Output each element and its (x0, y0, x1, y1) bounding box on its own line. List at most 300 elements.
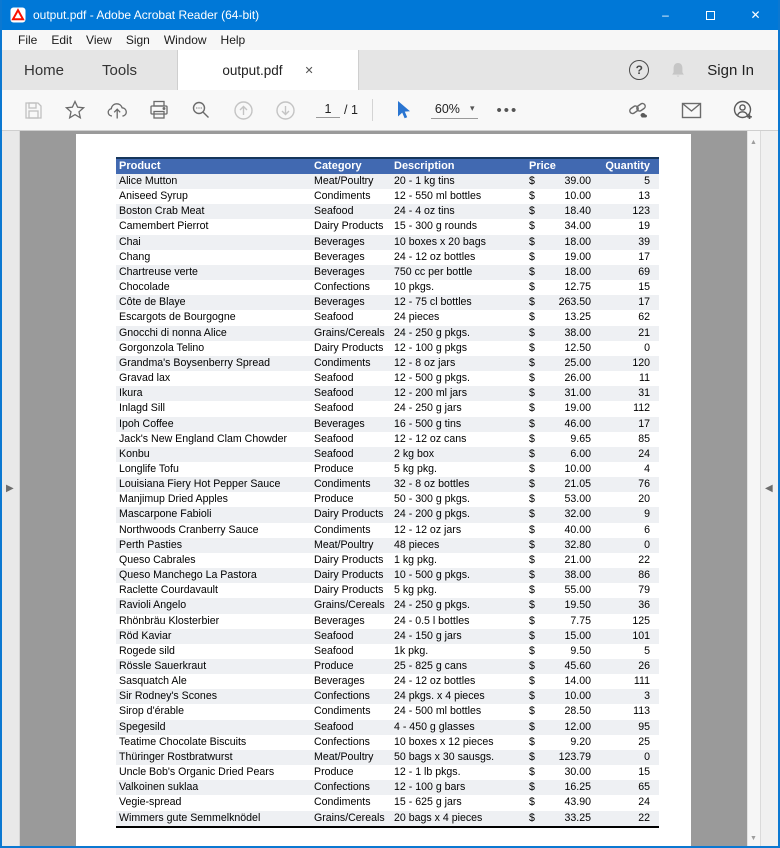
cell-quantity: 24 (638, 447, 650, 460)
cell-product: Ipoh Coffee (119, 417, 174, 430)
cell-description: 12 - 200 ml jars (394, 387, 468, 400)
cell-quantity: 65 (638, 781, 650, 794)
cell-product: Queso Manchego La Pastora (119, 569, 257, 582)
doc-tab-label: output.pdf (222, 62, 283, 78)
table-row (116, 356, 659, 371)
cell-quantity: 0 (644, 750, 650, 763)
cell-quantity: 5 (644, 644, 650, 657)
cell-description: 24 - 250 g pkgs. (394, 326, 470, 339)
cell-category: Produce (314, 493, 354, 506)
cell-product: Gnocchi di nonna Alice (119, 326, 227, 339)
nav-pane-collapsed[interactable] (2, 131, 20, 846)
cell-category: Dairy Products (314, 508, 384, 521)
cell-description: 10 pkgs. (394, 281, 435, 294)
cell-price: $ 12.50 (529, 341, 591, 354)
cell-category: Seafood (314, 372, 354, 385)
cell-category: Produce (314, 660, 354, 672)
page-background (20, 131, 747, 846)
maximize-button[interactable] (688, 0, 733, 30)
table-row (116, 583, 659, 598)
table-row (116, 235, 659, 250)
scroll-up-icon[interactable]: ▲ (750, 139, 757, 146)
cell-quantity: 17 (638, 296, 650, 309)
cell-product: Jack's New England Clam Chowder (119, 432, 288, 445)
cell-product: Boston Crab Meat (119, 205, 205, 218)
cell-category: Condiments (314, 190, 371, 203)
close-button[interactable]: ✕ (750, 8, 761, 22)
close-tab-icon[interactable]: ✕ (304, 64, 314, 77)
cell-price: $ 18.00 (529, 235, 591, 248)
cell-product: Camembert Pierrot (119, 220, 209, 233)
cell-description: 16 - 500 g tins (394, 417, 462, 430)
table-row (116, 614, 659, 629)
cell-product: Chocolade (119, 281, 170, 294)
table-row (116, 735, 659, 750)
table-row (116, 204, 659, 219)
cell-quantity: 5 (644, 175, 650, 187)
column-header-product: Product (119, 160, 161, 172)
table-row (116, 219, 659, 234)
cell-quantity: 113 (633, 705, 650, 718)
page-total-label: / 1 (344, 103, 358, 117)
cell-price: $ 6.00 (529, 447, 591, 460)
cell-quantity: 19 (638, 220, 650, 233)
cell-description: 12 - 1 lb pkgs. (394, 766, 461, 779)
cell-category: Seafood (314, 447, 354, 460)
cell-category: Beverages (314, 235, 365, 248)
cell-description: 12 - 500 g pkgs. (394, 372, 470, 385)
cell-product: Côte de Blaye (119, 296, 186, 309)
cell-product: Manjimup Dried Apples (119, 493, 228, 506)
cell-product: Ikura (119, 387, 143, 400)
cell-description: 5 kg pkg. (394, 462, 437, 475)
cell-quantity: 85 (638, 432, 650, 445)
menu-item-sign[interactable]: Sign (125, 33, 150, 47)
cell-price: $ 28.50 (529, 705, 591, 718)
notifications-bell-icon[interactable] (669, 61, 687, 80)
table-row (116, 310, 659, 325)
cell-quantity: 4 (644, 462, 650, 475)
sign-in-button[interactable]: Sign In (707, 61, 754, 79)
cell-description: 1 kg pkg. (394, 553, 437, 566)
zoom-control[interactable] (431, 102, 479, 119)
cell-quantity: 17 (638, 417, 650, 430)
cell-price: $ 26.00 (529, 372, 591, 385)
cloud-upload-icon[interactable] (102, 95, 132, 125)
toolbar-separator (372, 99, 373, 121)
column-header-quantity: Quantity (605, 160, 650, 172)
cell-quantity: 79 (638, 584, 650, 597)
table-row (116, 750, 659, 765)
tools-pane-expand-icon[interactable]: ◀ (765, 483, 773, 494)
cell-quantity: 22 (638, 553, 650, 566)
cell-price: $ 30.00 (529, 766, 591, 779)
cell-description: 15 - 625 g jars (394, 796, 462, 809)
table-body (116, 174, 659, 826)
cell-quantity: 69 (638, 265, 650, 278)
table-row (116, 795, 659, 810)
cell-description: 4 - 450 g glasses (394, 720, 475, 733)
cell-price: $ 16.25 (529, 781, 591, 794)
cell-price: $ 53.00 (529, 493, 591, 506)
cell-category: Grains/Cereals (314, 599, 385, 612)
chevron-down-icon: ▾ (469, 103, 475, 113)
cell-quantity: 39 (638, 235, 650, 248)
table-row (116, 462, 659, 477)
cell-category: Condiments (314, 705, 371, 718)
table-row (116, 629, 659, 644)
cell-description: 1k pkg. (394, 644, 429, 657)
cell-price: $ 55.00 (529, 584, 591, 597)
cell-product: Mascarpone Fabioli (119, 508, 212, 521)
cell-price: $ 39.00 (529, 175, 591, 187)
cell-description: 25 - 825 g cans (394, 660, 468, 672)
tab-tools[interactable]: Tools (102, 61, 138, 79)
cell-product: Rhönbräu Klosterbier (119, 614, 220, 627)
column-header-description: Description (394, 160, 455, 172)
cell-price: $ 10.00 (529, 690, 591, 703)
menu-item-window[interactable]: Window (163, 33, 207, 47)
cell-category: Confections (314, 281, 370, 294)
more-tools-icon[interactable]: ••• (496, 101, 519, 119)
cell-description: 24 - 12 oz bottles (394, 250, 476, 263)
cell-category: Confections (314, 690, 370, 703)
cell-price: $ 9.65 (529, 432, 591, 445)
cell-product: Louisiana Fiery Hot Pepper Sauce (119, 478, 281, 491)
cell-product: Grandma's Boysenberry Spread (119, 356, 270, 369)
cell-quantity: 86 (638, 569, 650, 582)
cell-description: 24 - 4 oz tins (394, 205, 455, 218)
cell-price: $ 32.80 (529, 538, 591, 551)
table-row (116, 341, 659, 356)
table-row (116, 689, 659, 704)
table-row (116, 174, 659, 189)
cell-quantity: 112 (633, 402, 650, 415)
cell-quantity: 24 (638, 796, 650, 809)
cell-quantity: 22 (638, 811, 650, 824)
cell-description: 50 bags x 30 sausgs. (394, 750, 495, 763)
window-title: output.pdf - Adobe Acrobat Reader (64-bit) (33, 8, 260, 22)
cell-category: Produce (314, 462, 354, 475)
cell-price: $ 9.50 (529, 644, 591, 657)
cell-category: Seafood (314, 402, 354, 415)
cell-description: 24 - 250 g jars (394, 402, 462, 415)
cell-product: Konbu (119, 447, 150, 460)
cell-price: $ 46.00 (529, 417, 591, 430)
profile-add-icon[interactable] (728, 95, 758, 125)
cell-category: Dairy Products (314, 569, 384, 582)
cell-quantity: 101 (632, 629, 650, 642)
cell-product: Thüringer Rostbratwurst (119, 750, 233, 763)
cell-category: Seafood (314, 387, 354, 400)
cell-price: $ 263.50 (529, 296, 591, 309)
cell-product: Sir Rodney's Scones (119, 690, 218, 703)
cell-price: $ 40.00 (529, 523, 591, 536)
cell-category: Dairy Products (314, 584, 384, 597)
column-header-category: Category (314, 160, 362, 172)
table-row (116, 386, 659, 401)
cell-quantity: 3 (644, 690, 650, 703)
table-row (116, 371, 659, 386)
cell-description: 12 - 12 oz cans (394, 432, 467, 445)
zoom-level-label: 60% (434, 101, 460, 116)
cell-product: Escargots de Bourgogne (119, 311, 236, 324)
cell-description: 12 - 75 cl bottles (394, 296, 472, 309)
cell-description: 24 pkgs. x 4 pieces (394, 690, 485, 703)
table-header-row (116, 159, 659, 174)
cell-quantity: 26 (638, 660, 650, 672)
cell-price: $ 21.05 (529, 478, 591, 491)
cell-price: $ 33.25 (529, 811, 591, 824)
cell-description: 48 pieces (394, 538, 440, 551)
cell-description: 10 - 500 g pkgs. (394, 569, 470, 582)
cell-product: Gravad lax (119, 372, 171, 385)
tab-document[interactable] (177, 50, 359, 90)
cell-product: Vegie-spread (119, 796, 182, 809)
cell-category: Seafood (314, 629, 354, 642)
cell-price: $ 19.00 (529, 250, 591, 263)
cell-quantity: 62 (638, 311, 650, 324)
cell-price: $ 34.00 (529, 220, 591, 233)
table-row (116, 189, 659, 204)
cell-description: 2 kg box (394, 447, 435, 460)
cell-product: Rössle Sauerkraut (119, 660, 207, 672)
cell-product: Chang (119, 250, 151, 263)
table-row (116, 447, 659, 462)
cell-product: Chartreuse verte (119, 265, 198, 278)
cell-category: Seafood (314, 720, 354, 733)
cell-description: 24 - 0.5 l bottles (394, 614, 470, 627)
table-row (116, 507, 659, 522)
cell-price: $ 12.00 (529, 720, 591, 733)
previous-page-icon[interactable] (228, 95, 258, 125)
cell-category: Seafood (314, 644, 354, 657)
cell-description: 10 boxes x 20 bags (394, 235, 486, 248)
cell-category: Meat/Poultry (314, 175, 374, 187)
cell-product: Sirop d'érable (119, 705, 185, 718)
table-row (116, 477, 659, 492)
cell-category: Condiments (314, 796, 371, 809)
cell-description: 24 - 500 ml bottles (394, 705, 482, 718)
search-icon[interactable] (186, 95, 216, 125)
cell-product: Sasquatch Ale (119, 675, 187, 688)
cell-category: Meat/Poultry (314, 750, 374, 763)
cell-description: 12 - 100 g pkgs (394, 341, 468, 354)
help-icon[interactable]: ? (629, 60, 649, 80)
cell-category: Beverages (314, 296, 365, 309)
table-row (116, 811, 659, 826)
cell-quantity: 11 (639, 372, 650, 385)
table-row (116, 295, 659, 310)
cell-price: $ 43.90 (529, 796, 591, 809)
cell-price: $ 12.75 (529, 281, 591, 294)
cell-quantity: 15 (638, 766, 650, 779)
cell-price: $ 13.25 (529, 311, 591, 324)
cell-product: Gorgonzola Telino (119, 341, 205, 354)
column-header-price: Price (529, 160, 556, 172)
cell-description: 24 - 150 g jars (394, 629, 462, 642)
table-row (116, 704, 659, 719)
table-row (116, 720, 659, 735)
cell-quantity: 13 (638, 190, 650, 203)
cell-product: Northwoods Cranberry Sauce (119, 523, 259, 536)
cell-description: 12 - 12 oz jars (394, 523, 462, 536)
cell-product: Teatime Chocolate Biscuits (119, 735, 247, 748)
cell-description: 24 - 200 g pkgs. (394, 508, 470, 521)
cell-product: Aniseed Syrup (119, 190, 188, 203)
table-row (116, 780, 659, 795)
table-row (116, 250, 659, 265)
title-bar (2, 0, 778, 30)
cell-description: 20 bags x 4 pieces (394, 811, 483, 824)
cell-description: 12 - 550 ml bottles (394, 190, 482, 203)
cell-price: $ 10.00 (529, 190, 591, 203)
cell-category: Beverages (314, 417, 365, 430)
cell-category: Beverages (314, 614, 365, 627)
table-row (116, 659, 659, 674)
cell-category: Condiments (314, 478, 371, 491)
cell-product: Ravioli Angelo (119, 599, 187, 612)
maximize-icon (706, 11, 715, 20)
print-icon[interactable] (144, 95, 174, 125)
cell-product: Valkoinen suklaa (119, 781, 199, 794)
cell-quantity: 20 (638, 493, 650, 506)
cell-price: $ 45.60 (529, 660, 591, 672)
cell-quantity: 125 (632, 614, 650, 627)
tab-bar (2, 50, 778, 90)
cell-product: Alice Mutton (119, 175, 178, 187)
tools-pane-collapsed[interactable] (760, 131, 778, 846)
cell-category: Produce (314, 766, 354, 779)
cell-quantity: 36 (638, 599, 650, 612)
cell-product: Perth Pasties (119, 538, 183, 551)
cell-category: Grains/Cereals (314, 326, 385, 339)
favorite-star-icon[interactable] (60, 95, 90, 125)
tab-home[interactable]: Home (24, 61, 65, 79)
cell-quantity: 0 (644, 341, 650, 354)
cell-product: Chai (119, 235, 141, 248)
cell-product: Spegesild (119, 720, 166, 733)
cell-price: $ 15.00 (529, 629, 591, 642)
cell-quantity: 21 (638, 326, 650, 339)
cell-quantity: 9 (644, 508, 650, 521)
cell-description: 10 boxes x 12 pieces (394, 735, 494, 748)
cell-category: Seafood (314, 205, 354, 218)
cell-product: Röd Kaviar (119, 629, 172, 642)
share-link-icon[interactable] (624, 95, 654, 125)
select-tool-icon[interactable] (387, 95, 417, 125)
vertical-scrollbar[interactable] (747, 131, 760, 846)
cell-category: Condiments (314, 356, 371, 369)
cell-category: Confections (314, 735, 370, 748)
menu-item-edit[interactable]: Edit (51, 33, 73, 47)
cell-price: $ 19.50 (529, 599, 591, 612)
table-row (116, 538, 659, 553)
table-row (116, 553, 659, 568)
cell-description: 12 - 8 oz jars (394, 356, 456, 369)
cell-quantity: 123 (632, 205, 650, 218)
cell-description: 24 pieces (394, 311, 440, 324)
cell-product: Inlagd Sill (119, 402, 165, 415)
document-area (2, 131, 778, 846)
cell-price: $ 38.00 (529, 326, 591, 339)
cell-quantity: 6 (644, 523, 650, 536)
cell-price: $ 14.00 (529, 675, 591, 688)
menu-item-help[interactable]: Help (220, 33, 246, 47)
cell-price: $ 38.00 (529, 569, 591, 582)
cell-price: $ 10.00 (529, 462, 591, 475)
cell-price: $ 19.00 (529, 402, 591, 415)
next-page-icon[interactable] (270, 95, 300, 125)
cell-category: Dairy Products (314, 341, 384, 354)
table-row (116, 568, 659, 583)
save-icon[interactable] (18, 95, 48, 125)
cell-product: Wimmers gute Semmelknödel (119, 811, 261, 824)
cell-price: $ 7.75 (529, 614, 591, 627)
cell-price: $ 21.00 (529, 553, 591, 566)
menu-item-view[interactable]: View (86, 33, 112, 47)
cell-price: $ 9.20 (529, 735, 591, 748)
table-row (116, 401, 659, 416)
table-row (116, 674, 659, 689)
menu-bar (2, 30, 778, 50)
pdf-page (76, 134, 691, 846)
cell-description: 750 cc per bottle (394, 265, 473, 278)
cell-category: Meat/Poultry (314, 538, 374, 551)
cell-description: 24 - 12 oz bottles (394, 675, 476, 688)
table-row (116, 644, 659, 659)
cell-description: 5 kg pkg. (394, 584, 437, 597)
cell-price: $ 123.79 (529, 750, 591, 763)
minimize-button[interactable]: – (662, 8, 669, 22)
cell-quantity: 15 (638, 281, 650, 294)
cell-category: Beverages (314, 250, 365, 263)
nav-pane-expand-icon[interactable]: ▶ (6, 483, 14, 494)
cell-price: $ 18.00 (529, 265, 591, 278)
table-row (116, 765, 659, 780)
page-number-input[interactable]: 1 (316, 102, 340, 118)
cell-category: Seafood (314, 432, 354, 445)
cell-product: Longlife Tofu (119, 462, 179, 475)
cell-quantity: 25 (638, 735, 650, 748)
cell-product: Raclette Courdavault (119, 584, 218, 597)
cell-description: 50 - 300 g pkgs. (394, 493, 470, 506)
cell-description: 20 - 1 kg tins (394, 175, 455, 187)
cell-quantity: 17 (638, 250, 650, 263)
toolbar (2, 90, 778, 131)
cell-quantity: 31 (638, 387, 650, 400)
menu-item-file[interactable]: File (18, 33, 38, 47)
cell-price: $ 31.00 (529, 387, 591, 400)
table-row (116, 523, 659, 538)
cell-category: Confections (314, 781, 370, 794)
email-icon[interactable] (676, 95, 706, 125)
cell-category: Grains/Cereals (314, 811, 385, 824)
cell-description: 12 - 100 g bars (394, 781, 466, 794)
cell-product: Uncle Bob's Organic Dried Pears (119, 766, 275, 779)
cell-description: 15 - 300 g rounds (394, 220, 478, 233)
adobe-reader-icon (10, 7, 26, 23)
table-row (116, 326, 659, 341)
cell-description: 32 - 8 oz bottles (394, 478, 470, 491)
cell-price: $ 25.00 (529, 356, 591, 369)
table-row (116, 280, 659, 295)
cell-category: Seafood (314, 311, 354, 324)
cell-price: $ 32.00 (529, 508, 591, 521)
cell-quantity: 120 (632, 356, 650, 369)
cell-quantity: 95 (638, 720, 650, 733)
scroll-down-icon[interactable]: ▼ (750, 835, 757, 842)
